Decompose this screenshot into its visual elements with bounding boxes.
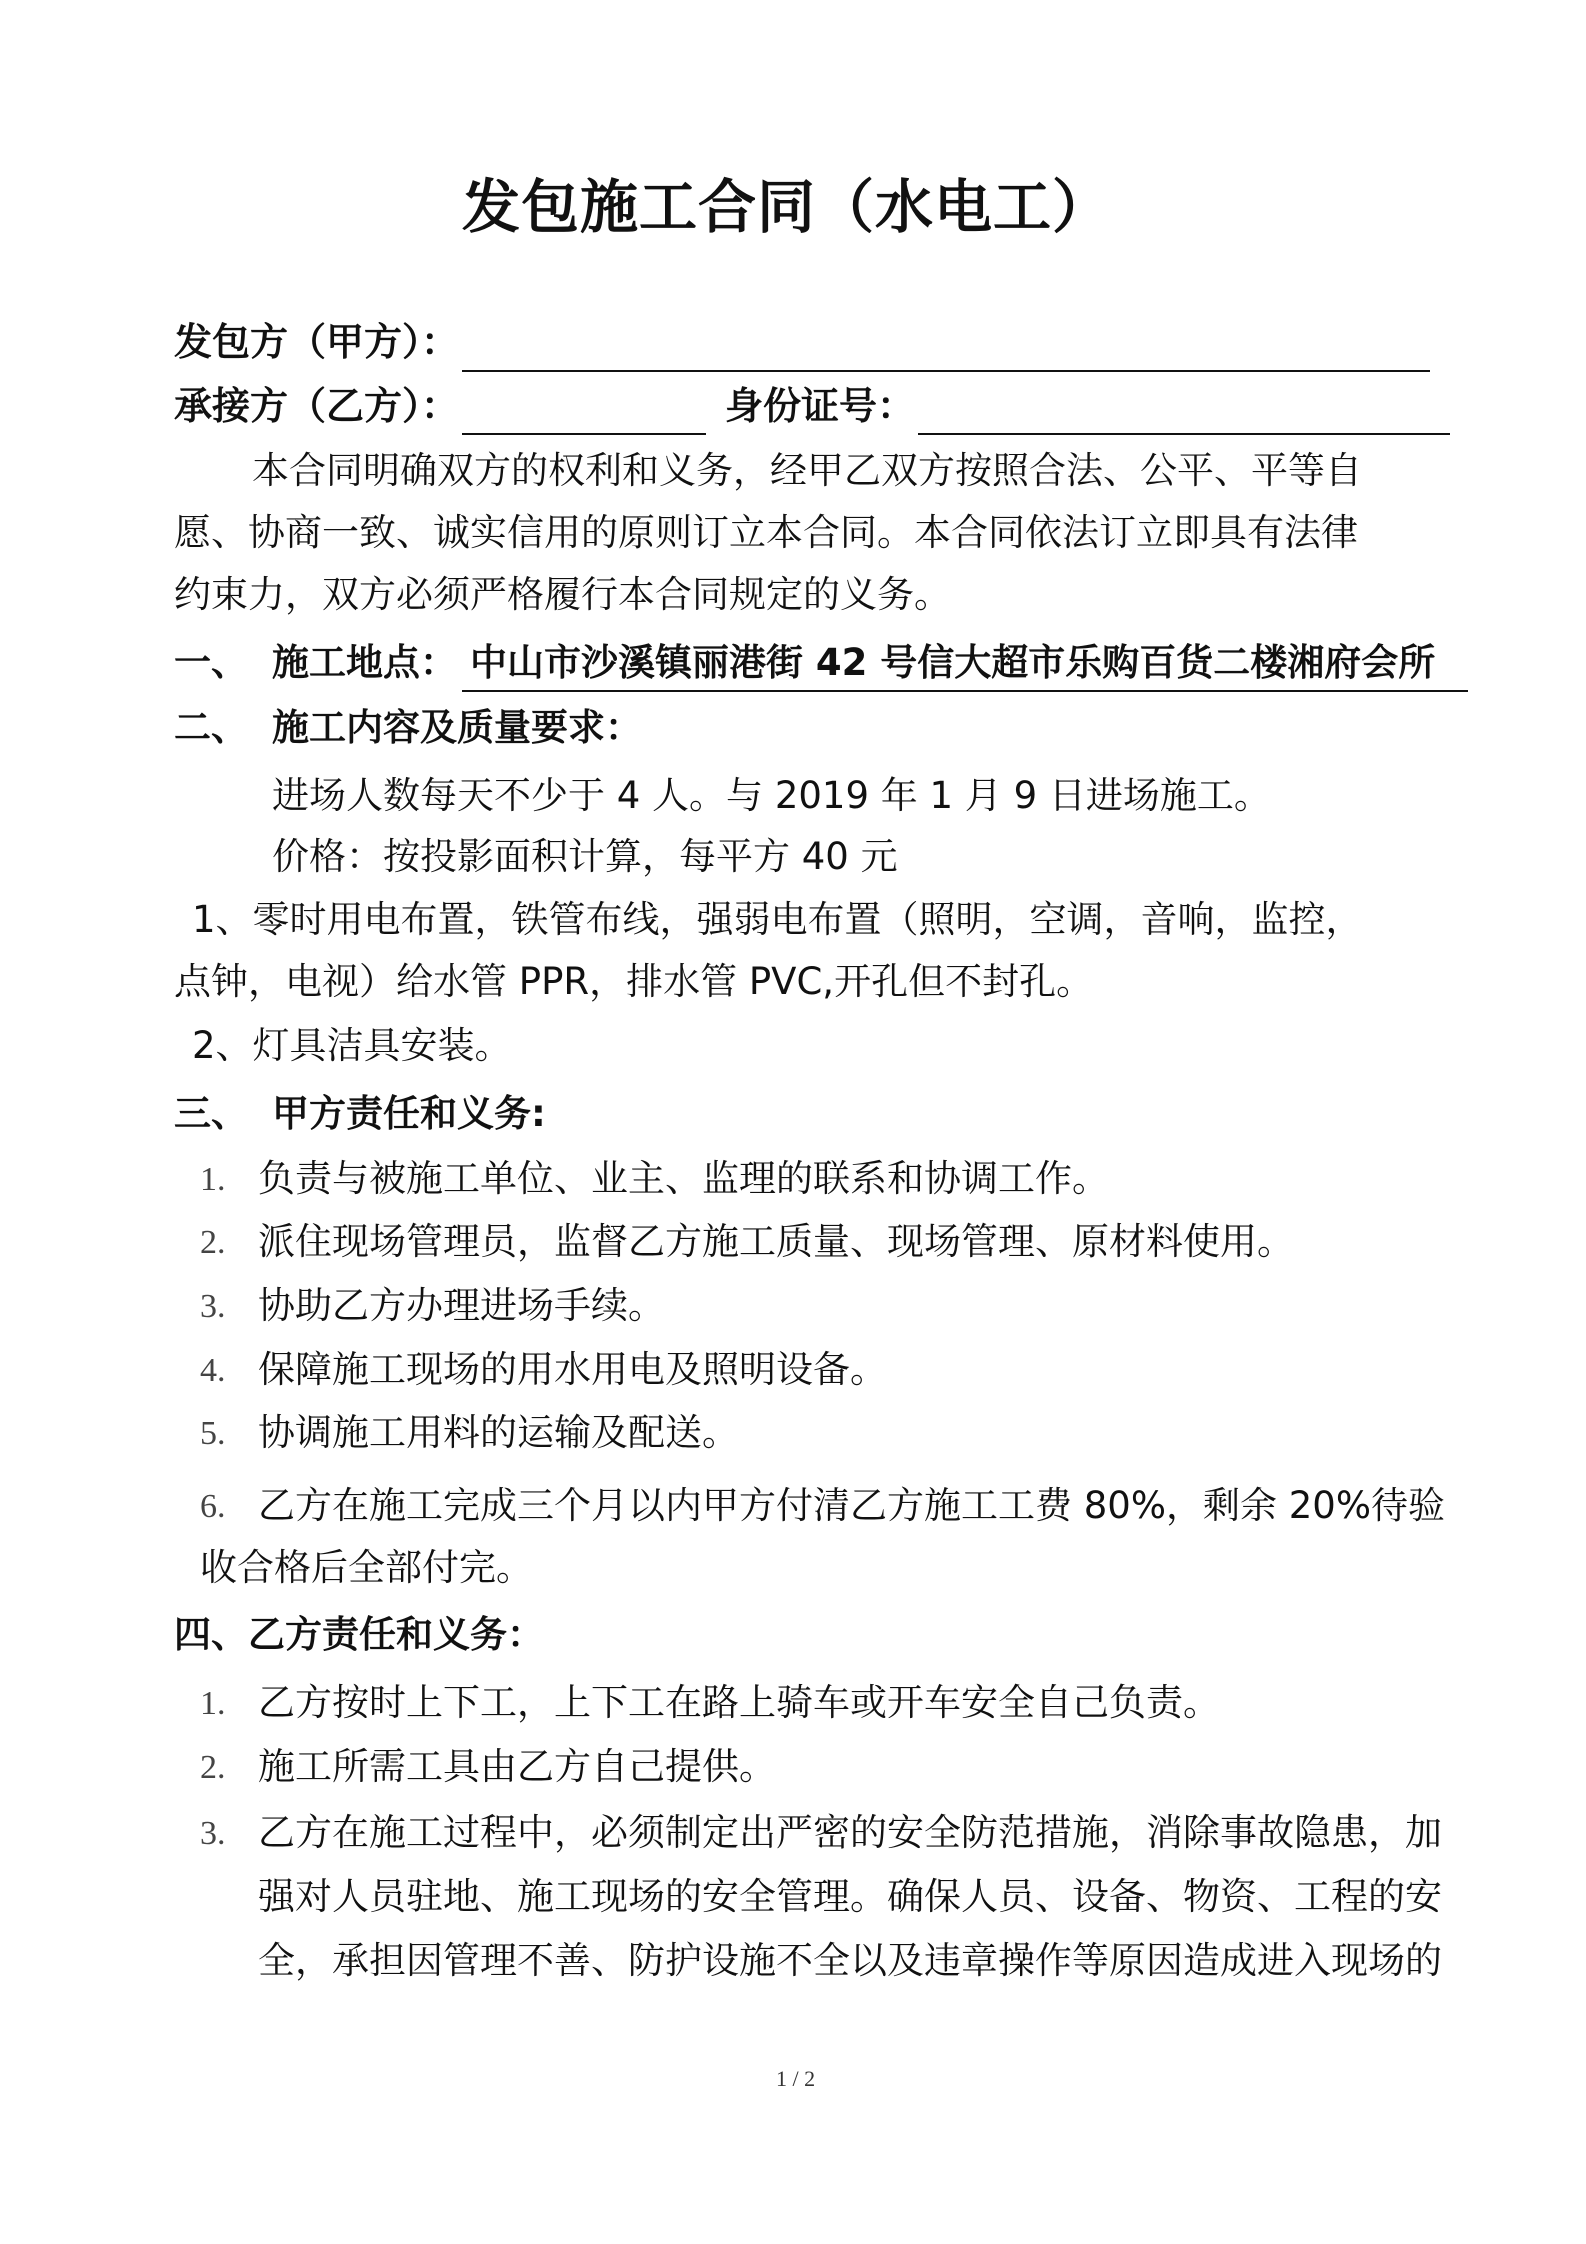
- section3-item-text: 协助乙方办理进场手续。: [258, 1284, 665, 1327]
- section2-item2: 2、灯具洁具安装。: [192, 1024, 512, 1067]
- section2-label: 施工内容及质量要求：: [272, 706, 642, 749]
- section2-item1-line-1: 1、零时用电布置，铁管布线，强弱电布置（照明，空调，音响，监控，: [192, 898, 1363, 941]
- section2-number: 二、: [174, 706, 248, 749]
- section1-label: 施工地点：: [272, 641, 457, 684]
- section3-item-text: 乙方在施工完成三个月以内甲方付清乙方施工工费 80%，剩余 20%待验: [258, 1484, 1445, 1527]
- section3-item-text-continued: 收合格后全部付完。: [200, 1546, 533, 1589]
- section3-item-number: 4.: [200, 1352, 226, 1389]
- section4-item-number: 1.: [200, 1685, 226, 1722]
- party-b-blank: [462, 433, 706, 435]
- construction-site-address: 中山市沙溪镇丽港街 42 号信大超市乐购百货二楼湘府会所: [470, 641, 1436, 684]
- section2-line-2: 价格：按投影面积计算，每平方 40 元: [272, 835, 898, 878]
- id-number-label: 身份证号：: [725, 384, 916, 428]
- section3-item-number: 2.: [200, 1224, 226, 1261]
- intro-line-3: 约束力，双方必须严格履行本合同规定的义务。: [174, 573, 951, 616]
- document-title: 发包施工合同（水电工）: [462, 173, 1112, 241]
- section3-item-number: 5.: [200, 1415, 226, 1452]
- section3-item-text: 保障施工现场的用水用电及照明设备。: [258, 1348, 887, 1391]
- section3-label: 甲方责任和义务:: [272, 1092, 546, 1135]
- section4-item-text: 全，承担因管理不善、防护设施不全以及违章操作等原因造成进入现场的: [258, 1939, 1442, 1982]
- page-number: 1 / 2: [776, 2066, 816, 2091]
- section3-item-number: 6.: [200, 1488, 226, 1525]
- party-b-label: 承接方（乙方）：: [174, 384, 460, 428]
- party-a-label: 发包方（甲方）：: [174, 320, 460, 364]
- section3-item-number: 3.: [200, 1288, 226, 1325]
- section2-line-1: 进场人数每天不少于 4 人。与 2019 年 1 月 9 日进场施工。: [272, 774, 1271, 817]
- section3-item-text: 协调施工用料的运输及配送。: [258, 1411, 739, 1454]
- section3-item-text: 负责与被施工单位、业主、监理的联系和协调工作。: [258, 1157, 1109, 1200]
- section4-item-number: 2.: [200, 1749, 226, 1786]
- intro-line-1: 本合同明确双方的权利和义务，经甲乙双方按照合法、公平、平等自: [252, 449, 1362, 492]
- section4-item-number: 3.: [200, 1815, 226, 1852]
- id-number-blank: [918, 433, 1450, 435]
- section4-item-text: 乙方按时上下工，上下工在路上骑车或开车安全自己负责。: [258, 1681, 1220, 1724]
- section3-number: 三、: [174, 1092, 248, 1135]
- section2-item1-line-2: 点钟，电视）给水管 PPR，排水管 PVC,开孔但不封孔。: [174, 960, 1094, 1003]
- address-underline: [462, 690, 1468, 692]
- section4-item-text: 强对人员驻地、施工现场的安全管理。确保人员、设备、物资、工程的安: [258, 1875, 1442, 1918]
- section3-item-text: 派住现场管理员，监督乙方施工质量、现场管理、原材料使用。: [258, 1220, 1294, 1263]
- section1-number: 一、: [174, 641, 248, 684]
- section3-item-number: 1.: [200, 1161, 226, 1198]
- party-a-blank: [462, 370, 1430, 372]
- section4-item-text: 施工所需工具由乙方自己提供。: [258, 1745, 776, 1788]
- section4-label: 四、乙方责任和义务：: [174, 1613, 544, 1656]
- intro-line-2: 愿、协商一致、诚实信用的原则订立本合同。本合同依法订立即具有法律: [174, 511, 1358, 554]
- section4-item-text: 乙方在施工过程中，必须制定出严密的安全防范措施，消除事故隐患，加: [258, 1811, 1442, 1854]
